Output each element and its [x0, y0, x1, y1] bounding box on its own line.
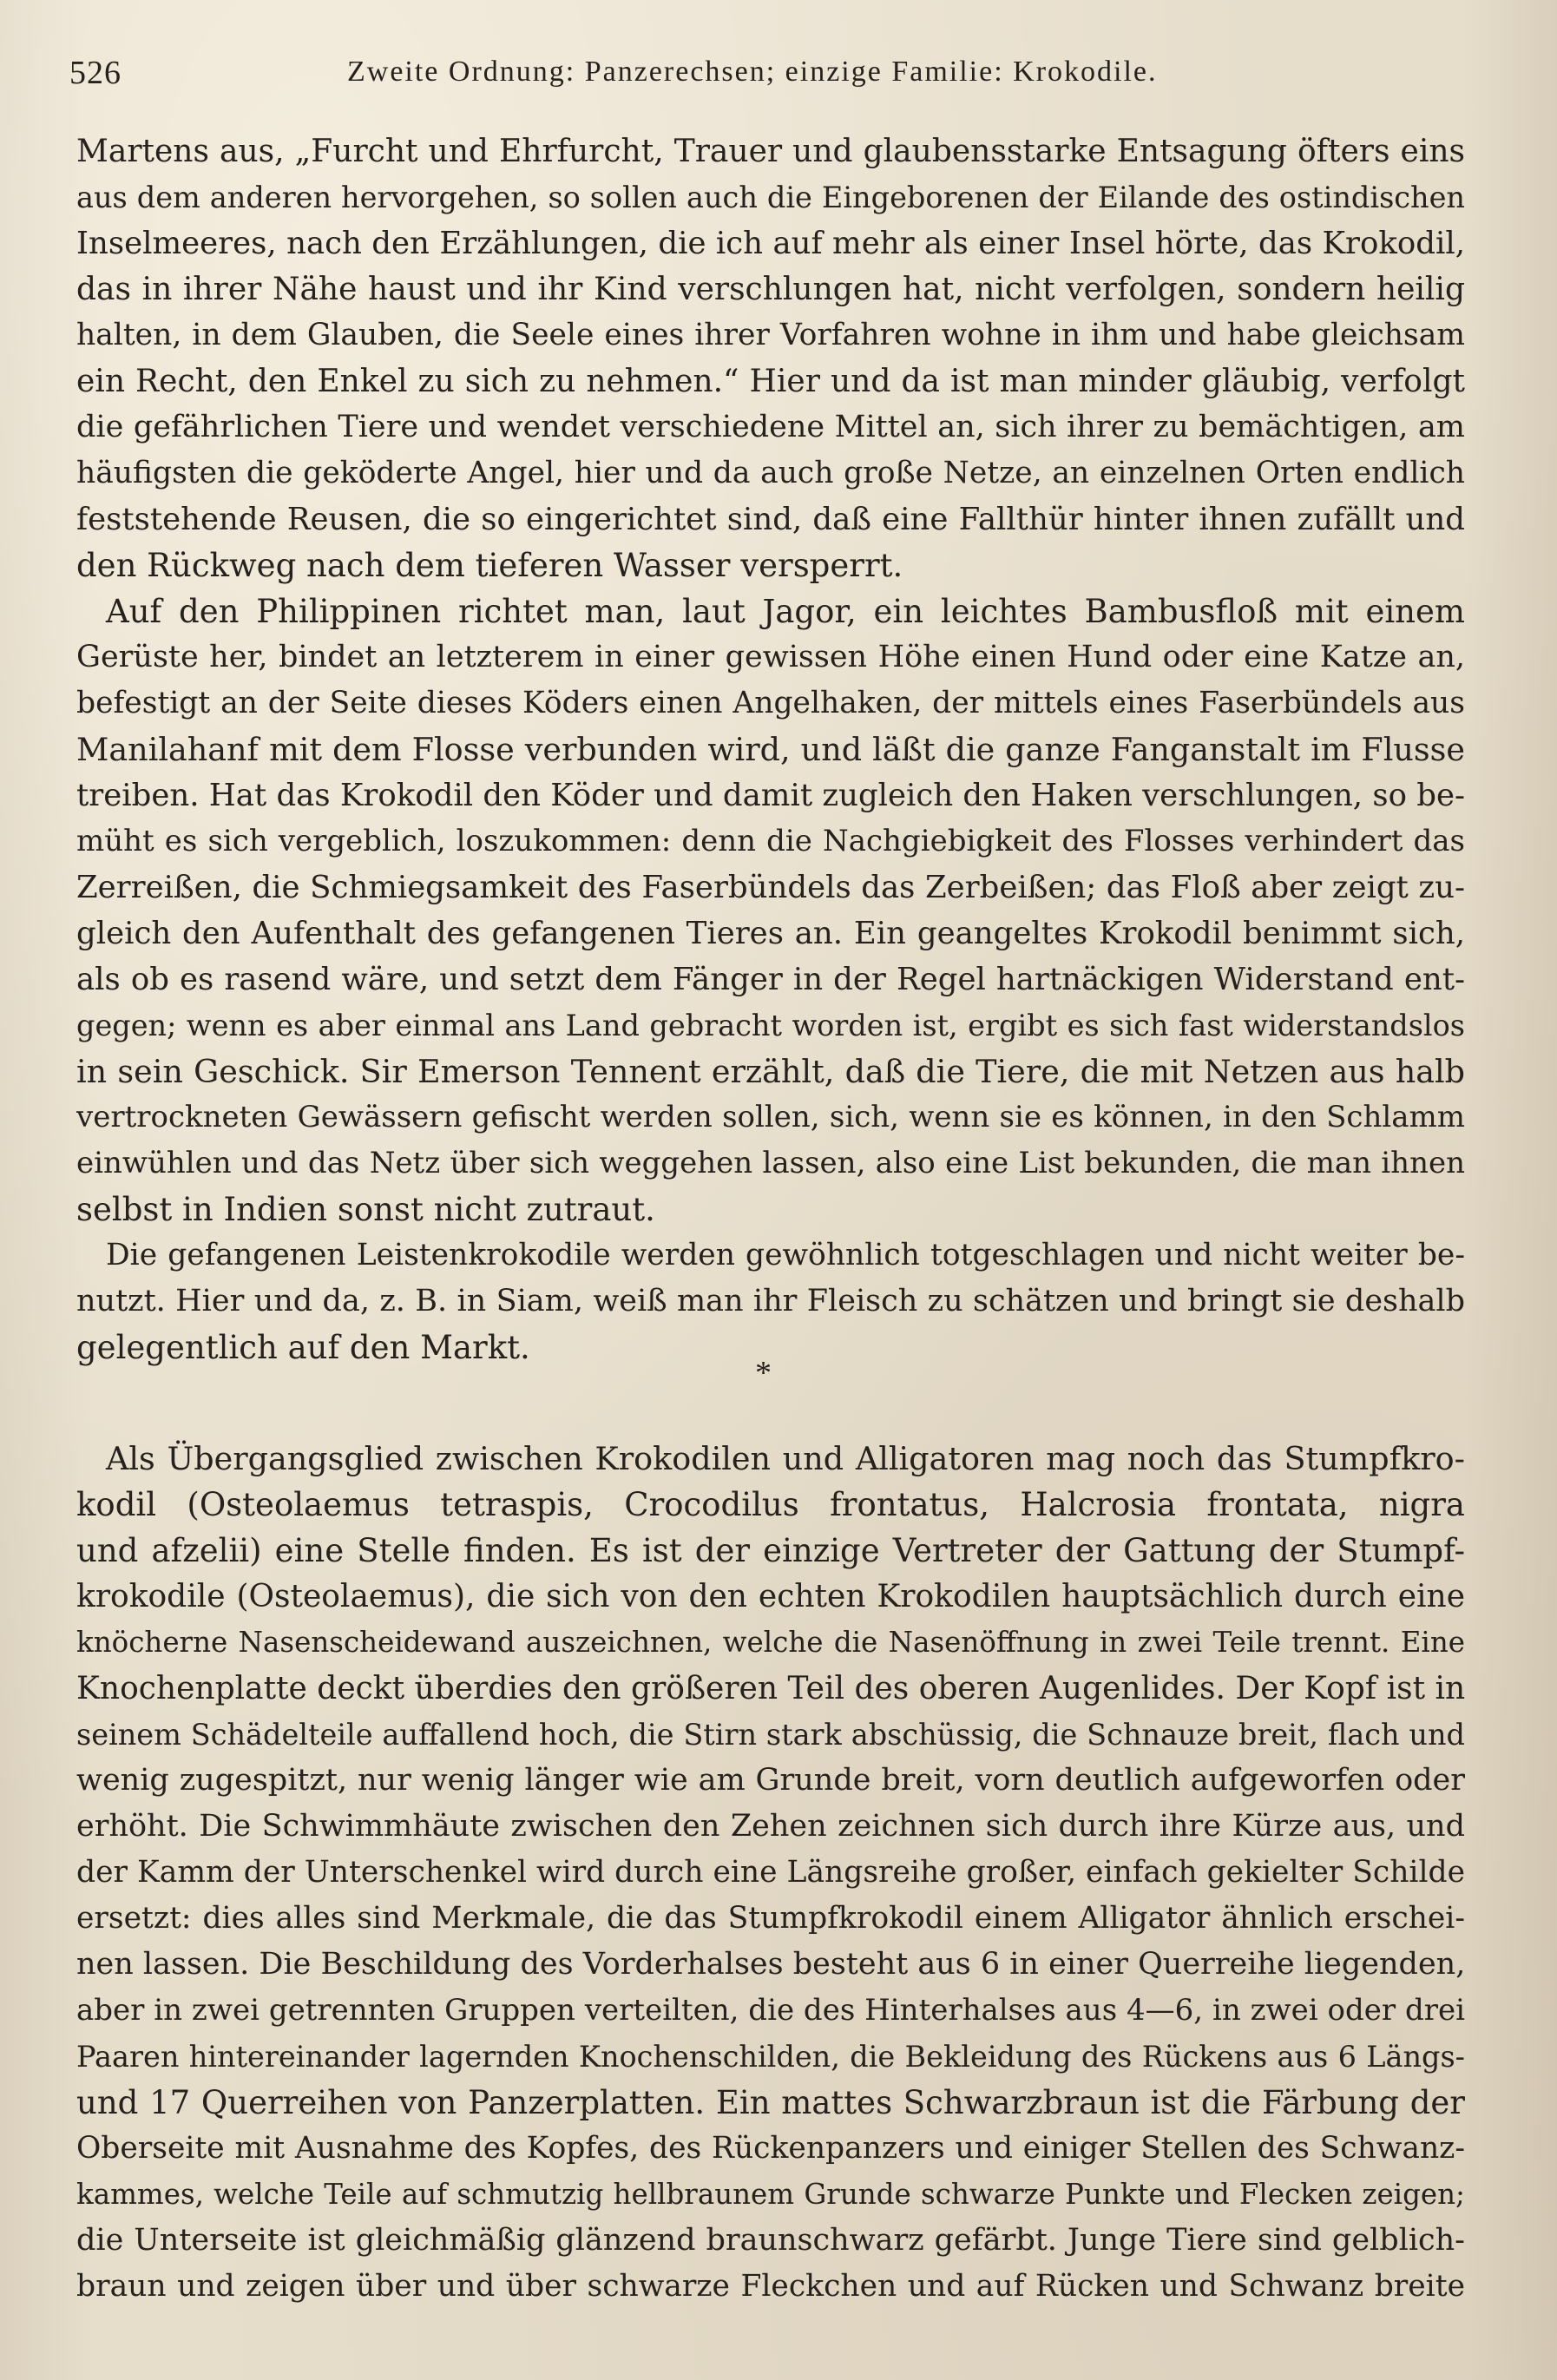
- text-line: müht es sich vergeblich, loszukommen: denn die Nachgiebigkeit des Flosses verhindert das: [76, 824, 1465, 858]
- text-line: Inselmeeres, nach den Erzählungen, die ich auf mehr als einer Insel hörte, das Krokodil,: [76, 226, 1465, 261]
- text-line: und afzelii) eine Stelle finden. Es ist der einzige Vertreter der Gattung der Stumpf-: [76, 1532, 1465, 1569]
- text-line: Paaren hintereinander lagernden Knochenschilden, die Bekleidung des Rückens aus 6 Längs-: [76, 2040, 1465, 2074]
- text-line: der Kamm der Unterschenkel wird durch eine Längsreihe großer, einfach gekielter Schilde: [76, 1855, 1465, 1890]
- text-line: aber in zwei getrennten Gruppen verteilten, die des Hinterhalses aus 4—6, in zwei oder drei: [76, 1993, 1465, 2028]
- text-line: treiben. Hat das Krokodil den Köder und damit zugleich den Haken verschlungen, so be-: [76, 778, 1465, 813]
- text-line: Auf den Philippinen richtet man, laut Jagor, ein leichtes Bambusfloß mit einem: [106, 593, 1465, 630]
- page-number: 526: [69, 55, 122, 91]
- text-line: knöcherne Nasenscheidewand auszeichnen, welche die Nasenöffnung in zwei Teile trennt. Eine: [76, 1626, 1465, 1659]
- text-line: einwühlen und das Netz über sich weggehen lassen, also eine List bekunden, die man ihnen: [76, 1146, 1465, 1180]
- text-line: feststehende Reusen, die so eingerichtet sind, daß eine Fallthür hinter ihnen zufällt und: [76, 502, 1465, 537]
- text-line: die gefährlichen Tiere und wendet verschiedene Mittel an, sich ihrer zu bemächtigen, am: [76, 410, 1465, 444]
- text-line: Knochenplatte deckt überdies den größeren Teil des oberen Augenlides. Der Kopf ist in: [76, 1671, 1465, 1706]
- text-line: kodil (Osteolaemus tetraspis, Crocodilus frontatus, Halcrosia frontata, nigra: [76, 1486, 1465, 1523]
- running-head: Zweite Ordnung: Panzerechsen; einzige Familie: Krokodile.: [347, 56, 1158, 88]
- text-line: Manilahanf mit dem Flosse verbunden wird, und läßt die ganze Fanganstalt im Flusse: [76, 731, 1465, 768]
- text-line: krokodile (Osteolaemus), die sich von den echten Krokodilen hauptsächlich durch eine: [76, 1579, 1465, 1614]
- text-line: Als Übergangsglied zwischen Krokodilen und Alligatoren mag noch das Stumpfkro-: [106, 1440, 1465, 1477]
- text-line: häufigsten die geköderte Angel, hier und da auch große Netze, an einzelnen Orten endlich: [76, 456, 1465, 490]
- text-line: aus dem anderen hervorgehen, so sollen auch die Eingeborenen der Eilande des ostindischen: [76, 181, 1465, 214]
- text-line: gleich den Aufenthalt des gefangenen Tieres an. Ein geangeltes Krokodil benimmt sich,: [76, 916, 1465, 951]
- text-line: gelegentlich auf den Markt.: [76, 1329, 530, 1366]
- text-line: halten, in dem Glauben, die Seele eines ihrer Vorfahren wohne in ihm und habe gleichsam: [76, 318, 1465, 352]
- text-block-upper: [76, 128, 1465, 1371]
- text-line: als ob es rasend wäre, und setzt dem Fänger in der Regel hartnäckigen Widerstand ent-: [76, 962, 1465, 997]
- text-line: Gerüste her, bindet an letzterem in einer gewissen Höhe einen Hund oder eine Katze an,: [76, 640, 1465, 674]
- text-line: nutzt. Hier und da, z. B. in Siam, weiß man ihr Fleisch zu schätzen und bringt sie deshalb: [76, 1284, 1465, 1318]
- text-line: kammes, welche Teile auf schmutzig hellbraunem Grunde schwarze Punkte und Flecken zeigen;: [76, 2178, 1465, 2211]
- text-line: selbst in Indien sonst nicht zutraut.: [76, 1191, 655, 1228]
- text-line: Oberseite mit Ausnahme des Kopfes, des Rückenpanzers und einiger Stellen des Schwanz-: [76, 2131, 1465, 2166]
- text-line: gegen; wenn es aber einmal ans Land gebracht worden ist, ergibt es sich fast widerstandslos: [76, 1009, 1465, 1042]
- text-line: das in ihrer Nähe haust und ihr Kind verschlungen hat, nicht verfolgen, sondern heilig: [76, 272, 1465, 307]
- text-line: wenig zugespitzt, nur wenig länger wie am Grunde breit, vorn deutlich aufgeworfen oder: [76, 1763, 1465, 1798]
- text-line: ein Recht, den Enkel zu sich zu nehmen.“ Hier und da ist man minder gläubig, verfolgt: [76, 364, 1465, 399]
- text-line: seinem Schädelteile auffallend hoch, die Stirn stark abschüssig, die Schnauze breit, flach und: [76, 1718, 1465, 1752]
- text-line: Zerreißen, die Schmiegsamkeit des Faserbündels das Zerbeißen; das Floß aber zeigt zu-: [76, 870, 1465, 905]
- text-block-lower: [76, 1436, 1465, 2310]
- text-line: Die gefangenen Leistenkrokodile werden gewöhnlich totgeschlagen und nicht weiter be-: [106, 1238, 1465, 1272]
- section-separator: *: [755, 1355, 772, 1391]
- text-line: erhöht. Die Schwimmhäute zwischen den Zehen zeichnen sich durch ihre Kürze aus, und: [76, 1809, 1465, 1844]
- text-line: vertrockneten Gewässern gefischt werden sollen, sich, wenn sie es können, in den Schlamm: [76, 1100, 1465, 1134]
- text-line: Martens aus, „Furcht und Ehrfurcht, Trauer und glaubensstarke Entsagung öfters eins: [76, 134, 1465, 169]
- text-line: in sein Geschick. Sir Emerson Tennent erzählt, daß die Tiere, die mit Netzen aus halb: [76, 1053, 1465, 1090]
- page-header: [69, 54, 1467, 106]
- text-line: braun und zeigen über und über schwarze Fleckchen und auf Rücken und Schwanz breite: [76, 2269, 1465, 2304]
- text-line: ersetzt: dies alles sind Merkmale, die das Stumpfkrokodil einem Alligator ähnlich erschei-: [76, 1901, 1465, 1936]
- text-line: nen lassen. Die Beschildung des Vorderhalses besteht aus 6 in einer Querreihe liegenden,: [76, 1947, 1465, 1982]
- text-line: und 17 Querreihen von Panzerplatten. Ein mattes Schwarzbraun ist die Färbung der: [76, 2084, 1465, 2121]
- text-line: die Unterseite ist gleichmäßig glänzend braunschwarz gefärbt. Junge Tiere sind gelblich-: [76, 2223, 1465, 2258]
- text-line: befestigt an der Seite dieses Köders einen Angelhaken, der mittels eines Faserbündels aus: [76, 686, 1465, 720]
- text-line: den Rückweg nach dem tieferen Wasser versperrt.: [76, 547, 903, 584]
